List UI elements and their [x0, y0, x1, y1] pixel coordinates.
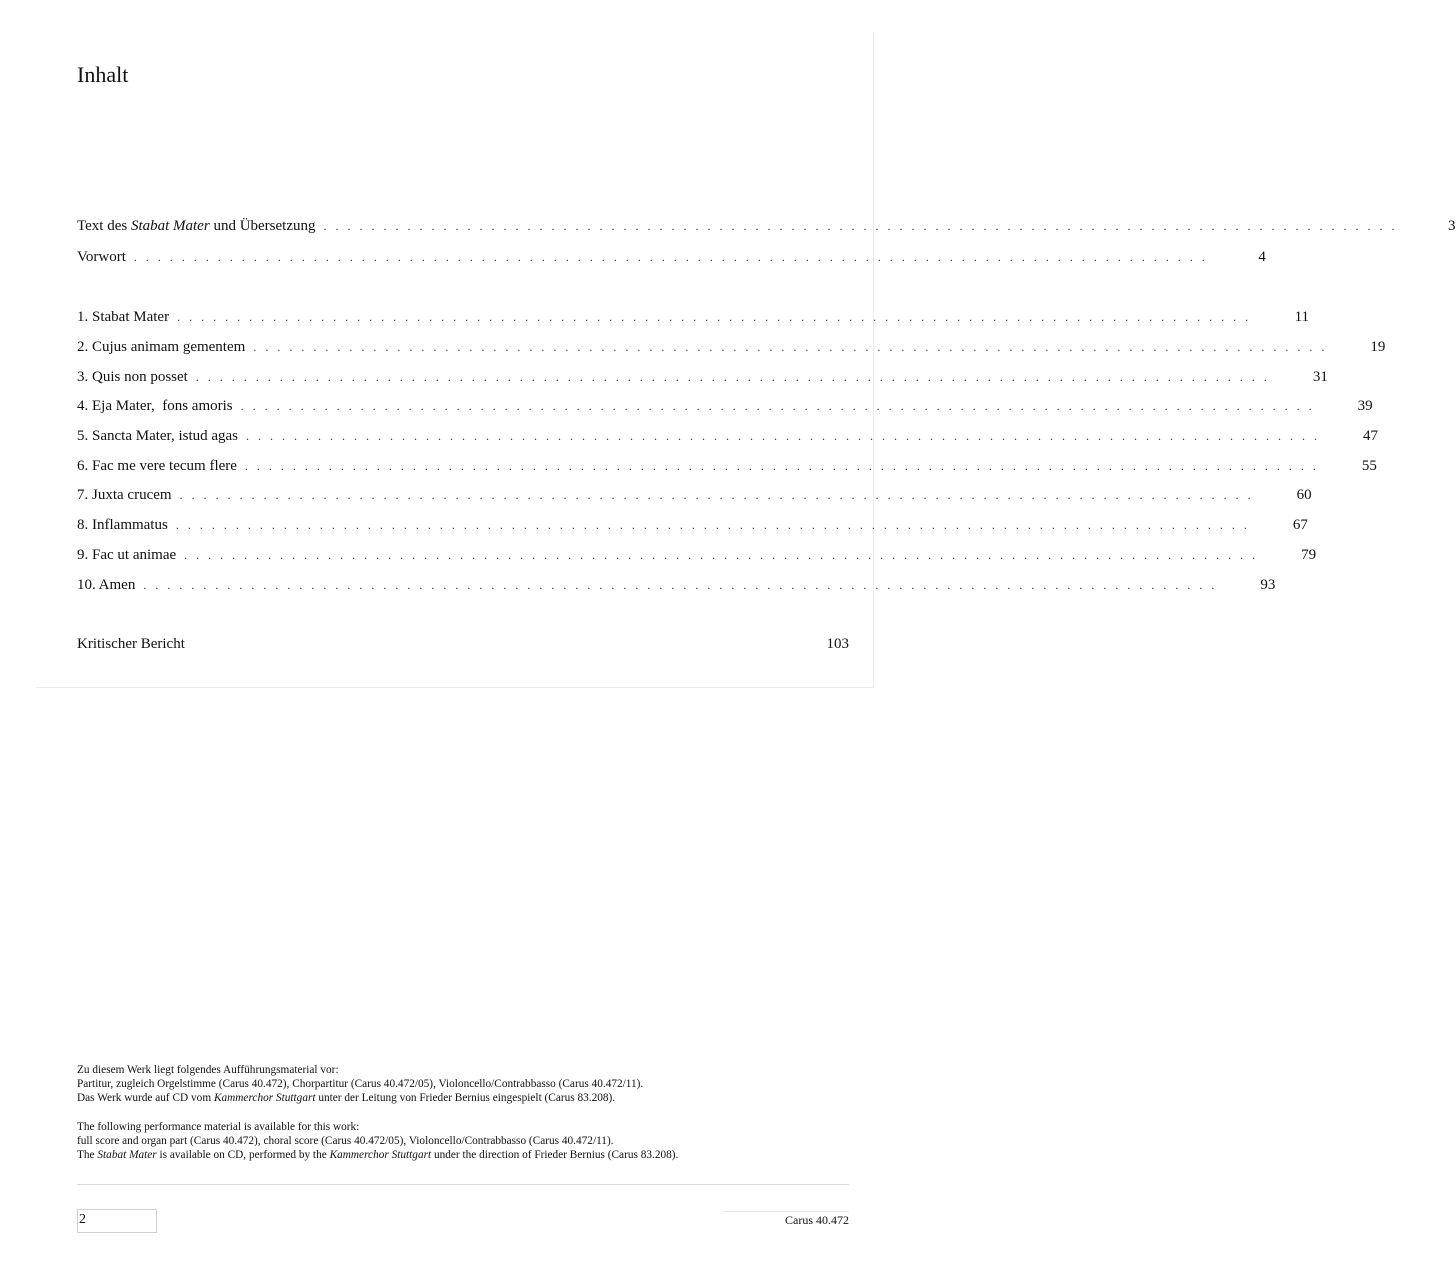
- page-title: Inhalt: [77, 62, 129, 87]
- note-de-line: Partitur, zugleich Orgelstimme (Carus 40.472), Chorpartitur (Carus 40.472/05), Violoncello/Contrabbasso (Carus 40.472/11).: [77, 1078, 644, 1091]
- toc-entry-movement[interactable]: [77, 428, 1379, 450]
- toc-entry-movement[interactable]: [77, 369, 1328, 391]
- toc-entry-movement[interactable]: [77, 339, 1386, 361]
- toc-entry-label: 2. Cujus animam gementem: [77, 339, 246, 355]
- toc-entry-vorwort[interactable]: [77, 249, 1266, 271]
- dot-leader: ..........................................................................................: [133, 250, 1214, 264]
- note-de-line: Das Werk wurde auf CD vom Kammerchor Stuttgart unter der Leitung von Frieder Bernius eingespielt (Carus 83.208).: [77, 1092, 616, 1105]
- toc-entry-page: 93: [1260, 577, 1276, 593]
- dot-leader: ..........................................................................................: [177, 310, 1258, 324]
- toc-entry-page: 11: [1294, 309, 1310, 325]
- note-en-line: The Stabat Mater is available on CD, performed by the Kammerchor Stuttgart under the direction of Frieder Bernius (Carus 83.208).: [77, 1149, 679, 1162]
- dot-leader: ..........................................................................................: [253, 340, 1334, 354]
- toc-entry-page: 79: [1301, 547, 1317, 563]
- toc-entry-page: 3: [1448, 218, 1456, 234]
- footer-divider: [77, 1184, 849, 1185]
- dot-leader: ..........................................................................................: [195, 370, 1276, 384]
- toc-entry-label: 1. Stabat Mater: [77, 309, 170, 325]
- toc-entry-label: 7. Juxta crucem: [77, 487, 172, 503]
- catalog-number: Carus 40.472: [723, 1211, 849, 1228]
- dot-leader: ..........................................................................................: [179, 488, 1260, 502]
- toc-entry-movement[interactable]: [77, 398, 1373, 420]
- toc-entry-movement[interactable]: [77, 577, 1276, 599]
- dot-leader: ..........................................................................................: [323, 219, 1404, 233]
- performance-material-notes: [77, 1063, 857, 1162]
- note-de-line: Zu diesem Werk liegt folgendes Aufführungsmaterial vor:: [77, 1064, 339, 1076]
- toc-entry-label: 10. Amen: [77, 577, 136, 593]
- dot-leader: ..........................................................................................: [143, 578, 1224, 592]
- toc-entry-label: 4. Eja Mater, fons amoris: [77, 398, 233, 414]
- dot-leader: ..........................................................................................: [244, 459, 1325, 473]
- toc-entry-page: 55: [1361, 458, 1377, 474]
- toc-entry-label: 5. Sancta Mater, istud agas: [77, 428, 239, 444]
- toc-entry-movement[interactable]: [77, 487, 1312, 509]
- note-en-line: full score and organ part (Carus 40.472), choral score (Carus 40.472/05), Violoncello/Contrabbasso (Carus 40.472/11).: [77, 1134, 614, 1147]
- toc-entry-label: 9. Fac ut animae: [77, 547, 177, 563]
- toc-entry-label: 3. Quis non posset: [77, 369, 188, 385]
- toc-entry-page: 19: [1370, 339, 1386, 355]
- toc-entry-movement[interactable]: [77, 517, 1308, 539]
- dot-leader: ..........................................................................................: [246, 429, 1327, 443]
- toc-entry-page: 103: [826, 636, 849, 652]
- toc-entry-critical-report[interactable]: [77, 636, 849, 658]
- toc-entry-movement[interactable]: [77, 547, 1317, 569]
- toc-entry-label: 8. Inflammatus: [77, 517, 168, 533]
- toc-entry-movement[interactable]: [77, 309, 1310, 331]
- toc-entry-label: 6. Fac me vere tecum flere: [77, 458, 237, 474]
- toc-entry-page: 47: [1363, 428, 1379, 444]
- toc-entry-text-translation[interactable]: [77, 218, 1456, 240]
- toc-entry-label: Text des Stabat Mater und Übersetzung: [77, 218, 316, 234]
- toc-entry-page: 39: [1357, 398, 1373, 414]
- toc-entry-label: Kritischer Bericht: [77, 636, 185, 652]
- toc-entry-page: 31: [1312, 369, 1328, 385]
- toc-entry-page: 60: [1296, 487, 1312, 503]
- dot-leader: ..........................................................................................: [175, 518, 1256, 532]
- toc-entry-label: Vorwort: [77, 249, 126, 265]
- dot-leader: ..........................................................................................: [184, 548, 1265, 562]
- dot-leader: ..........................................................................................: [240, 399, 1321, 413]
- note-en-line: The following performance material is available for this work:: [77, 1120, 360, 1133]
- toc-entry-movement[interactable]: [77, 458, 1377, 480]
- page-number: 2: [77, 1209, 157, 1233]
- toc-entry-page: 67: [1292, 517, 1308, 533]
- toc-entry-page: 4: [1258, 249, 1266, 265]
